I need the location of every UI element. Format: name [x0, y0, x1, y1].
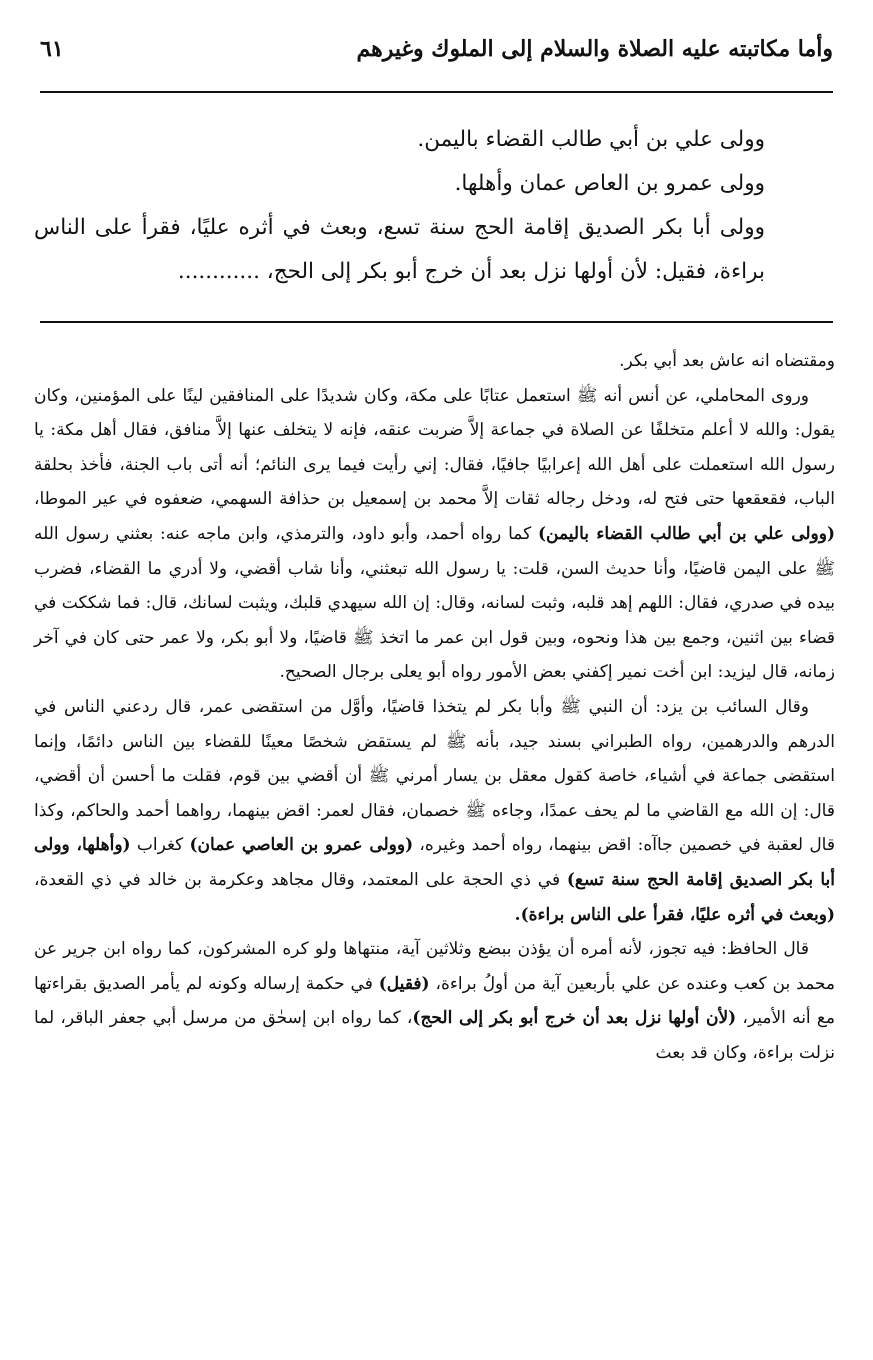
- commentary-text-run: وروى المحاملي، عن أنس أنه ﷺ استعمل عتابًا على مكة، وكان شديدًا على المنافقين لينًا على المؤمنين، وكان يقول: والله لا أعلم متخلفًا عن الصلاة في جماعة إلاَّ ضربت عنقه، فإنه لا يتخلف عنها إلاَّ منافق، فقال أهل مكة: يا رسول الله استعملت على أهل الله إعرابيًا جافيًا، فقال: إني رأيت فيما يرى النائم؛ أنه أتى باب الجنة، فأخذ بحلقة الباب، فقعقعها حتى فتح له، ودخل رجاله ثقات إلاَّ محمد بن إسمعيل بن حذافة السهمي، ضعفوه في عير الموطا،: [34, 385, 835, 510]
- commentary-paragraph: [34, 379, 835, 690]
- commentary-separator-rule: [40, 321, 833, 323]
- page-header: [40, 30, 833, 80]
- page-number: ٦١: [40, 36, 64, 62]
- commentary-text-run: ، كما رواه ابن إسحٰق من مرسل أبي جعفر الباقر، لما نزلت براءة، وكان قد بعث: [34, 1008, 835, 1063]
- commentary-text: [34, 344, 835, 1070]
- commentary-text-run: في حكمة إرساله وكونه لم يأمر الصديق بقراءتها مع أنه الأمير،: [34, 973, 835, 1029]
- quoted-main-text: (لأن أولها نزل بعد أن خرج أبو بكر إلى الحج): [412, 1008, 737, 1029]
- quoted-main-text: (فقيل): [378, 973, 430, 994]
- commentary-text-run: كغراب: [130, 835, 190, 856]
- main-text-line: وولى عمرو بن العاص عمان وأهلها.: [454, 171, 765, 196]
- commentary-text-run: وقال السائب بن يزد: أن النبي ﷺ وأبا بكر لم يتخذا قاضيًا، وأوَّل من استقضى عمر، قال ردعني الناس في الدرهم والدرهمين، رواه الطبراني بسند جيد، بأنه ﷺ لم يستقض شخصًا معينًا للقضاء بين الناس دائمًا، وإنما استقضى جماعة في أشياء، خاصة كقول معقل بن يسار أمرني ﷺ أن أقضي بين قوم، فقلت ما أحسن أن أقضي، قال: إن الله مع القاضي ما لم يحف عمدًا، وجاءه ﷺ خصمان، فقال لعمر: اقض بينهما، رواهما أحمد والحاكم، وكذا قال لعقبة في خصمين جاآه: اقض بينهما، رواه أحمد وغيره،: [34, 696, 835, 856]
- main-text-line: وولى علي بن أبي طالب القضاء باليمن.: [417, 127, 765, 152]
- quoted-main-text: (وبعث في أثره عليًا، فقرأ على الناس براءة).: [514, 904, 835, 925]
- main-text-line: وولى أبا بكر الصديق إقامة الحج سنة تسع، وبعث في أثره عليًا، فقرأ على الناس براءة، فقيل: لأن أولها نزل بعد أن خرج أبو بكر إلى الحج، ............: [34, 215, 765, 284]
- header-rule: [40, 91, 833, 93]
- quoted-main-text: (وولى عمرو بن العاصي عمان): [189, 835, 414, 856]
- main-text: [34, 118, 835, 294]
- commentary-paragraph: [34, 690, 835, 932]
- quoted-main-text: (وأهلها، وولى أبا بكر الصديق إقامة الحج سنة تسع): [34, 835, 836, 890]
- commentary-text-run: كما رواه أحمد، وأبو داود، والترمذي، وابن ماجه عنه: بعثني رسول الله ﷺ على اليمن قاضيًا، وأنا حديث السن، قلت: يا رسول الله تبعثني، وأنا شاب أقضي، ولا أدري ما القضاء، فضرب بيده في صدري، فقال: اللهم إهد قلبه، وثبت لسانه، وقال: إن الله سيهدي قلبك، ويثبت لسانك، قال: فما شككت في قضاء بين اثنين، وجمع بين هذا ونحوه، وبين قول ابن عمر ما اتخذ ﷺ قاضيًا، ولا أبو بكر، ولا عمر حتى كان في آخر زمانه، قال ليزيد: ابن أخت نمير إكفني بعض الأمور رواه أبو يعلى برجال الصحيح.: [34, 523, 835, 683]
- quoted-main-text: (وولى علي بن أبي طالب القضاء باليمن): [537, 523, 835, 544]
- running-head: وأما مكاتبته عليه الصلاة والسلام إلى الملوك وغيرهم: [356, 36, 833, 62]
- commentary-paragraph: [34, 932, 835, 1070]
- commentary-text-run: في ذي الحجة على المعتمد، وقال مجاهد وعكرمة بن خالد في ذي القعدة،: [34, 869, 567, 890]
- commentary-paragraph: ومقتضاه انه عاش بعد أبي بكر.: [619, 351, 835, 371]
- commentary-text-run: قال الحافظ: فيه تجوز، لأنه أمره أن يؤذن ببضع وثلاثين آية، منتهاها ولو كره المشركون، كما رواه ابن جرير عن محمد بن كعب وعنده عن علي بأربعين آية من أولُ براءة،: [34, 939, 835, 994]
